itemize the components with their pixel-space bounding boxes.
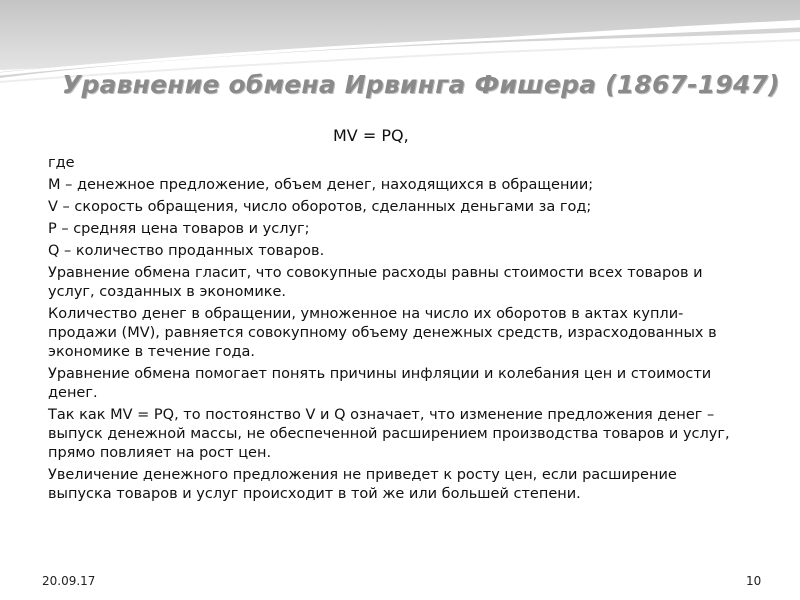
slide-number: 10 (746, 574, 762, 588)
slide-body (48, 154, 738, 507)
slide-title: Уравнение обмена Ирвинга Фишера (1867-1947) (62, 70, 780, 99)
paragraph-inflation: Уравнение обмена помогает понять причины инфляции и колебания цен и стоимости денег. (48, 366, 712, 401)
definition-m: M – денежное предложение, объем денег, находящихся в обращении; (48, 177, 594, 193)
definition-v: V – скорость обращения, число оборотов, сделанных деньгами за год; (48, 199, 592, 215)
paragraph-money-supply-growth: Увеличение денежного предложения не приведет к росту цен, если расширение выпуска товаров и услуг происходит в той же или большей степени. (48, 467, 677, 502)
formula: MV = PQ, (333, 126, 409, 145)
paragraph-exchange-equation: Уравнение обмена гласит, что совокупные расходы равны стоимости всех товаров и услуг, созданных в экономике. (48, 265, 703, 300)
header-wave-decoration (0, 0, 800, 120)
definition-q: Q – количество проданных товаров. (48, 243, 325, 259)
paragraph-money-quantity: Количество денег в обращении, умноженное на число их оборотов в актах купли-продажи (MV), равняется совокупному объему денежных средств, израсходованных в экономике в течение года. (48, 306, 717, 360)
definition-p: P – средняя цена товаров и услуг; (48, 221, 310, 237)
paragraph-constancy: Так как MV = PQ, то постоянство V и Q означает, что изменение предложения денег – выпуск денежной массы, не обеспеченной расширением производства товаров и услуг, прямо повлияет на рост цен. (48, 407, 730, 461)
footer-date: 20.09.17 (42, 574, 96, 588)
definition-where: где (48, 155, 75, 171)
